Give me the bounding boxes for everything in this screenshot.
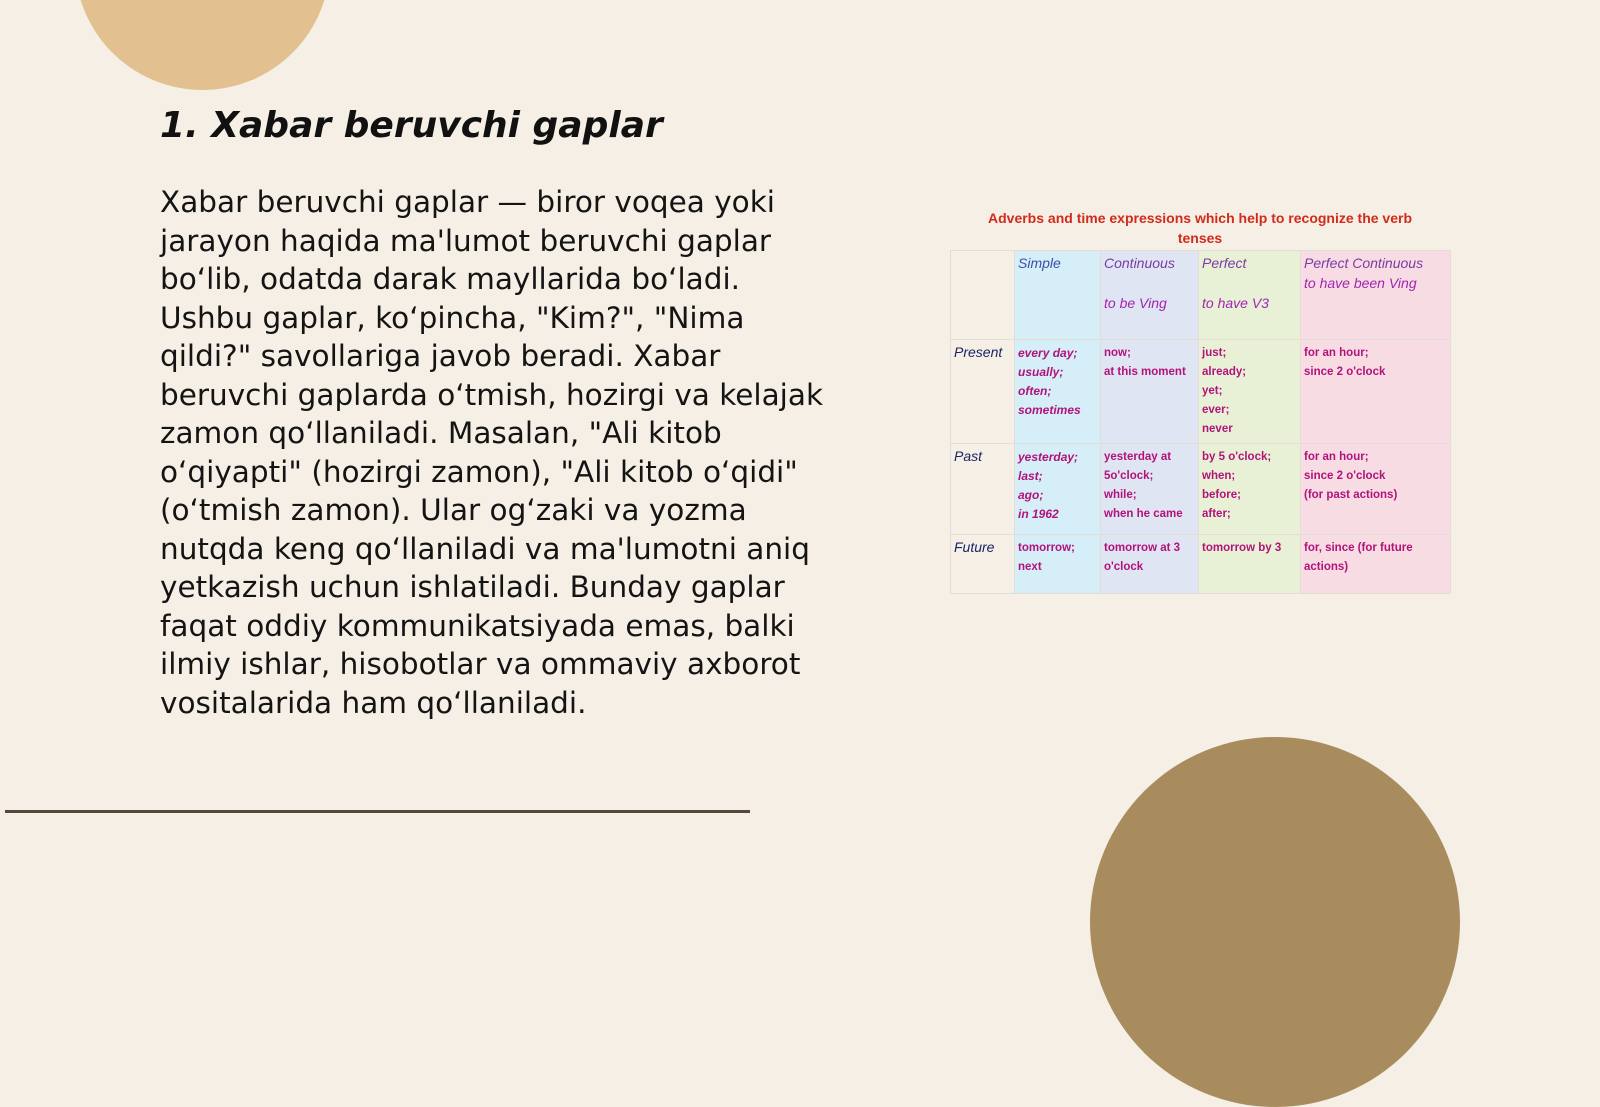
cell-line: actions) [1304,561,1349,573]
cell-line: ever; [1202,404,1230,416]
col-header-formula: to have V3 [1202,295,1269,311]
table-row-past [951,444,1451,535]
cell-line: while; [1104,489,1137,501]
table-cell [1301,444,1451,535]
col-header-label: Perfect [1202,255,1247,271]
cell-line: when; [1202,470,1236,482]
decor-circle-top [75,0,330,90]
cell-line: tomorrow; [1018,542,1075,554]
table-row-present [951,340,1451,444]
cell-line: just; [1202,347,1227,359]
cell-line: for an hour; [1304,347,1369,359]
cell-line: for an hour; [1304,451,1369,463]
cell-line: sometimes [1018,403,1081,417]
slide-body-text: Xabar beruvchi gaplar — biror voqea yoki jarayon haqida ma'lumot beruvchi gaplar bo‘lib, odatda darak mayllarida bo‘ladi. Ushbu gaplar, ko‘pincha, "Kim?", "Nima qildi?" savollariga javob beradi. Xabar beruvchi gaplarda o‘tmish, hozirgi va kelajak zamon qo‘llaniladi. Masalan, "Ali kitob o‘qiyapti" (hozirgi zamon), "Ali kitob o‘qidi" (o‘tmish zamon). Ular og‘zaki va yozma nutqda keng qo‘llaniladi va ma'lumotni aniq yetkazish uchun ishlatiladi. Bunday gaplar faqat oddiy kommunikatsiyada emas, balki ilmiy ishlar, hisobotlar va ommaviy axborot vositalarida ham qo‘llaniladi. [160,185,824,720]
table-cell [1015,444,1101,535]
tense-table [950,250,1451,594]
cell-line: since 2 o'clock [1304,470,1386,482]
cell-line: now; [1104,347,1131,359]
col-header-label: Perfect Continuous [1304,255,1424,271]
cell-line: at this moment [1104,366,1186,378]
cell-line: often; [1018,384,1052,398]
row-header: Present [951,340,1015,444]
cell-line: yesterday; [1018,450,1079,464]
col-header-continuous [1101,251,1199,340]
cell-line: last; [1018,469,1043,483]
col-header-label: Simple [1018,255,1061,271]
col-header-perfect [1199,251,1301,340]
cell-line: tomorrow by 3 [1202,542,1282,554]
cell-line: yet; [1202,385,1223,397]
table-cell [1101,340,1199,444]
table-cell [1199,444,1301,535]
cell-line: in 1962 [1018,507,1059,521]
cell-line: by 5 o'clock; [1202,451,1272,463]
table-cell [1199,340,1301,444]
table-title: Adverbs and time expressions which help to recognize the verb tenses [988,210,1412,246]
table-cell [1015,535,1101,594]
cell-line: never [1202,423,1233,435]
col-header-formula: to have been Ving [1304,275,1417,291]
table-cell [1101,535,1199,594]
row-header: Past [951,444,1015,535]
cell-line: already; [1202,366,1247,378]
table-cell [1301,535,1451,594]
cell-line: since 2 o'clock [1304,366,1386,378]
cell-line: 5o'clock; [1104,470,1154,482]
table-corner-cell [951,251,1015,340]
table-cell [1015,340,1101,444]
cell-line: for, since (for future [1304,542,1413,554]
col-header-simple [1015,251,1101,340]
table-cell [1301,340,1451,444]
cell-line: usually; [1018,365,1064,379]
col-header-perfect-continuous [1301,251,1451,340]
cell-line: when he came [1104,508,1183,520]
cell-line: before; [1202,489,1241,501]
cell-line: ago; [1018,488,1044,502]
table-row-future [951,535,1451,594]
col-header-formula: to be Ving [1104,295,1167,311]
row-header: Future [951,535,1015,594]
divider-line [5,810,750,813]
cell-line: next [1018,561,1042,573]
table-header-row [951,251,1451,340]
decor-circle-bottom [1090,737,1460,1107]
cell-line: o'clock [1104,561,1144,573]
cell-line: (for past actions) [1304,489,1398,501]
cell-line: after; [1202,508,1231,520]
cell-line: tomorrow at 3 [1104,542,1181,554]
table-cell [1101,444,1199,535]
tense-table-image [950,208,1450,594]
table-body [951,340,1451,594]
cell-line: yesterday at [1104,451,1172,463]
slide-title: 1. Xabar beruvchi gaplar [160,105,663,146]
cell-line: every day; [1018,346,1078,360]
table-cell [1199,535,1301,594]
col-header-label: Continuous [1104,255,1175,271]
